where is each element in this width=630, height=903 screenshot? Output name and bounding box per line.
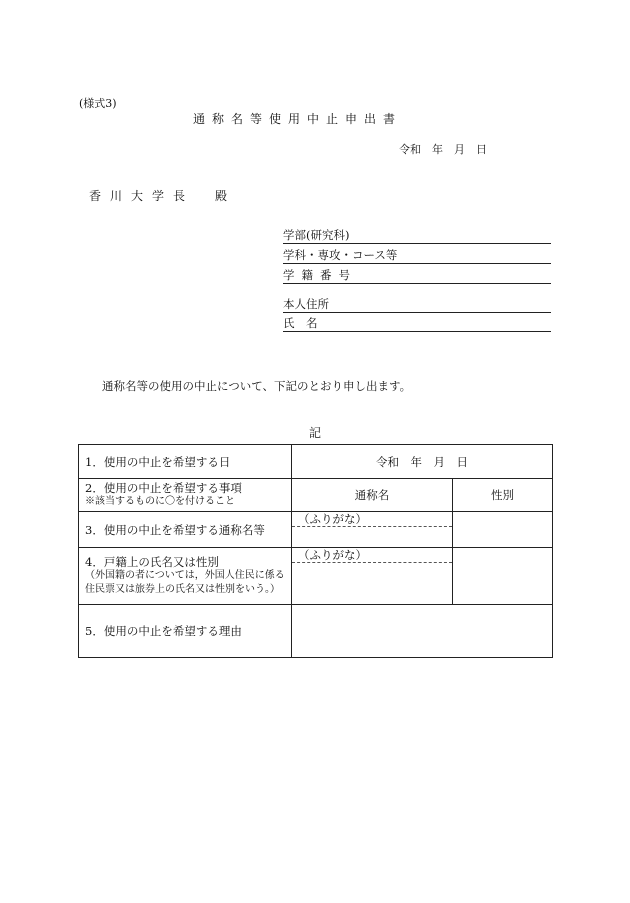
- row4-furigana: （ふりがな）: [292, 548, 452, 563]
- col-name-header[interactable]: 通称名: [292, 479, 453, 512]
- col-gender-header[interactable]: 性別: [453, 479, 553, 512]
- row1-date: 令和 年 月 日: [376, 454, 468, 469]
- form-number: (様式3): [79, 97, 117, 110]
- row4-name-cell[interactable]: [292, 548, 453, 605]
- row2-label: 2．使用の中止を希望する事項: [85, 481, 242, 495]
- table-row: [79, 512, 553, 548]
- field-label: 本人住所: [283, 297, 329, 311]
- submission-date: 令和 年 月 日: [399, 143, 487, 156]
- field-name[interactable]: [283, 315, 551, 332]
- table-row: [79, 548, 553, 605]
- row4-gender-cell[interactable]: [453, 548, 553, 605]
- field-student-id[interactable]: [283, 267, 551, 284]
- field-department[interactable]: [283, 247, 551, 264]
- field-label: 学部(研究科): [283, 228, 350, 242]
- field-label: 学科・専攻・コース等: [283, 248, 398, 262]
- row5-reason-cell[interactable]: [292, 605, 553, 658]
- row4-label: 4．戸籍上の氏名又は性別: [85, 555, 219, 569]
- request-table: [78, 444, 553, 658]
- field-address[interactable]: [283, 296, 551, 313]
- ki-heading: 記: [309, 426, 322, 440]
- row3-furigana: （ふりがな）: [292, 512, 452, 527]
- addressee: 香川大学長 殿: [89, 189, 237, 203]
- field-label: 氏 名: [283, 316, 318, 330]
- document-title: 通称名等使用中止申出書: [193, 112, 403, 126]
- row2-label-cell: [79, 479, 292, 512]
- field-label: 学籍番号: [283, 268, 357, 282]
- field-faculty[interactable]: [283, 227, 551, 244]
- table-row: [79, 445, 553, 479]
- row1-date-cell[interactable]: [292, 445, 553, 479]
- row1-label: 1．使用の中止を希望する日: [79, 445, 292, 479]
- row4-label-cell: [79, 548, 292, 605]
- intro-text: 通称名等の使用の中止について、下記のとおり申し出ます。: [102, 379, 412, 393]
- row4-note: （外国籍の者については，外国人住民に係る住民票又は旅券上の氏名又は性別をいう。）: [85, 570, 285, 595]
- row5-label: 5．使用の中止を希望する理由: [79, 605, 292, 658]
- row2-note: ※該当するものに〇を付けること: [85, 496, 235, 507]
- row3-name-cell[interactable]: [292, 512, 453, 548]
- table-row: [79, 479, 553, 512]
- row3-label: 3．使用の中止を希望する通称名等: [79, 512, 292, 548]
- row3-gender-cell[interactable]: [453, 512, 553, 548]
- table-row: [79, 605, 553, 658]
